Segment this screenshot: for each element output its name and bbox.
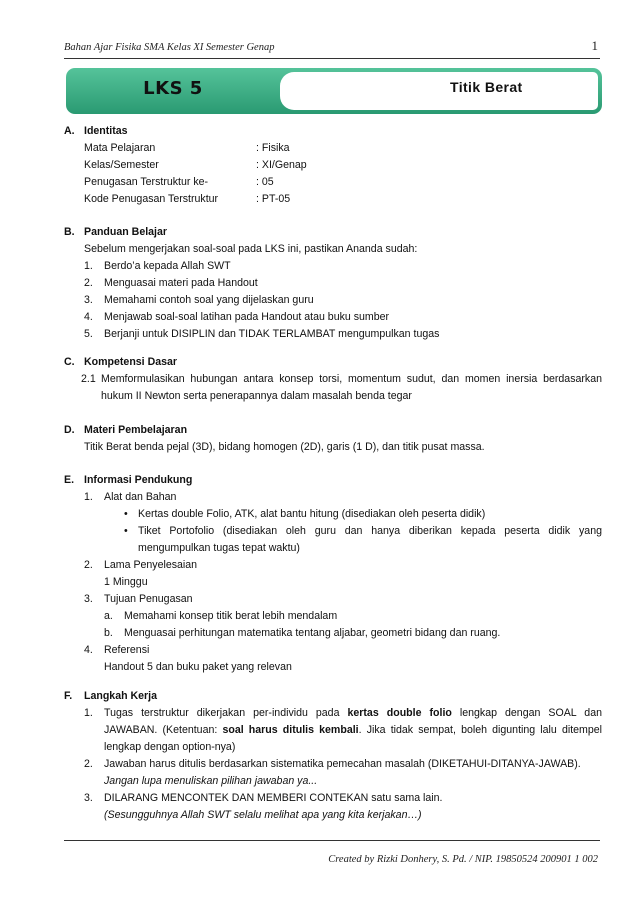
list-item: 5. Berjanji untuk DISIPLIN dan TIDAK TERLAMBAT mengumpulkan tugas: [84, 328, 440, 340]
footer-divider: [64, 840, 600, 841]
list-item: 3. Tujuan Penugasan: [84, 593, 193, 605]
list-item: 4. Menjawab soal-soal latihan pada Handout atau buku sumber: [84, 311, 390, 323]
panduan-intro: Sebelum mengerjakan soal-soal pada LKS ini, pastikan Ananda sudah:: [84, 243, 418, 255]
page-number: 1: [591, 38, 598, 53]
section-letter: C.: [64, 356, 75, 368]
sub-item: b. Menguasai perhitungan matematika tentang aljabar, geometri bidang dan ruang.: [104, 627, 501, 639]
section-identitas: [64, 123, 602, 208]
list-item: 2. Jawaban harus ditulis berdasarkan sistematika pemecahan masalah (DIKETAHUI-DITANYA-JAWAB). Jangan lupa menuliskan pilihan jawaban ya...: [84, 758, 581, 787]
section-letter: D.: [64, 424, 75, 436]
lama-value: 1 Minggu: [104, 576, 148, 588]
bullet-item: • Tiket Portofolio (disediakan oleh guru dan hanya diberikan kepada peserta didik yang mengumpulkan tugas tepat waktu): [104, 523, 602, 557]
header-title: Bahan Ajar Fisika SMA Kelas XI Semester Genap: [64, 42, 275, 53]
section-heading: Informasi Pendukung: [84, 474, 193, 486]
section-letter: A.: [64, 125, 75, 137]
bullet-icon: •: [124, 525, 128, 537]
identitas-row: Mata Pelajaran : Fisika: [84, 142, 290, 154]
footer-credit: Created by Rizki Donhery, S. Pd. / NIP. 19850524 200901 1 002: [328, 854, 598, 865]
topic-title: Titik Berat: [450, 79, 523, 95]
bullet-icon: •: [124, 508, 128, 520]
section-heading: Langkah Kerja: [84, 690, 158, 702]
section-letter: E.: [64, 474, 75, 486]
section-letter: F.: [64, 690, 73, 702]
identitas-row: Kelas/Semester : XI/Genap: [84, 159, 307, 171]
kompetensi-item: 2.1 Memformulasikan hubungan antara konsep torsi, momentum sudut, dan momen inersia berdasarkan hukum II Newton serta penerapannya dalam masalah benda tegar: [81, 373, 602, 402]
list-item: 3. DILARANG MENCONTEK DAN MEMBERI CONTEKAN satu sama lain. (Sesungguhnya Allah SWT selalu melihat apa yang kita kerjakan…): [84, 792, 443, 821]
lks-label: LKS 5: [143, 78, 203, 99]
section-panduan: [64, 224, 602, 343]
section-heading: Kompetensi Dasar: [84, 356, 178, 368]
sub-item: a. Memahami konsep titik berat lebih mendalam: [104, 610, 338, 622]
section-informasi: [64, 472, 602, 676]
lks-banner: [66, 68, 602, 114]
section-heading: Materi Pembelajaran: [84, 424, 188, 436]
referensi-value: Handout 5 dan buku paket yang relevan: [104, 661, 292, 673]
identitas-row: Penugasan Terstruktur ke- : 05: [84, 176, 274, 188]
section-langkah: [64, 688, 602, 824]
list-item: 3. Memahami contoh soal yang dijelaskan guru: [84, 294, 314, 306]
section-materi: [64, 422, 602, 456]
list-item: 2. Menguasai materi pada Handout: [84, 277, 258, 289]
section-heading: Identitas: [84, 125, 128, 137]
bullet-item: • Kertas double Folio, ATK, alat bantu hitung (disediakan oleh peserta didik): [104, 506, 602, 523]
section-letter: B.: [64, 226, 75, 238]
header-divider: [64, 58, 600, 59]
list-item: 1. Alat dan Bahan: [84, 491, 177, 503]
banner-topic-box: [280, 72, 598, 110]
list-item: 4. Referensi: [84, 644, 150, 656]
list-item: 1. Berdo’a kepada Allah SWT: [84, 260, 231, 272]
list-item: 1. Tugas terstruktur dikerjakan per-individu pada kertas double folio lengkap dengan SOAL dan JAWABAN. (Ketentuan: soal harus ditulis kembali. Jika tidak sempat, boleh digunting lalu ditempel lengkap dengan option-nya): [84, 707, 602, 753]
section-heading: Panduan Belajar: [84, 226, 168, 238]
list-item: 2. Lama Penyelesaian: [84, 559, 198, 571]
section-kompetensi: [64, 354, 602, 405]
identitas-row: Kode Penugasan Terstruktur : PT-05: [84, 193, 291, 205]
materi-text: Titik Berat benda pejal (3D), bidang homogen (2D), garis (1 D), dan titik pusat massa.: [84, 441, 485, 453]
